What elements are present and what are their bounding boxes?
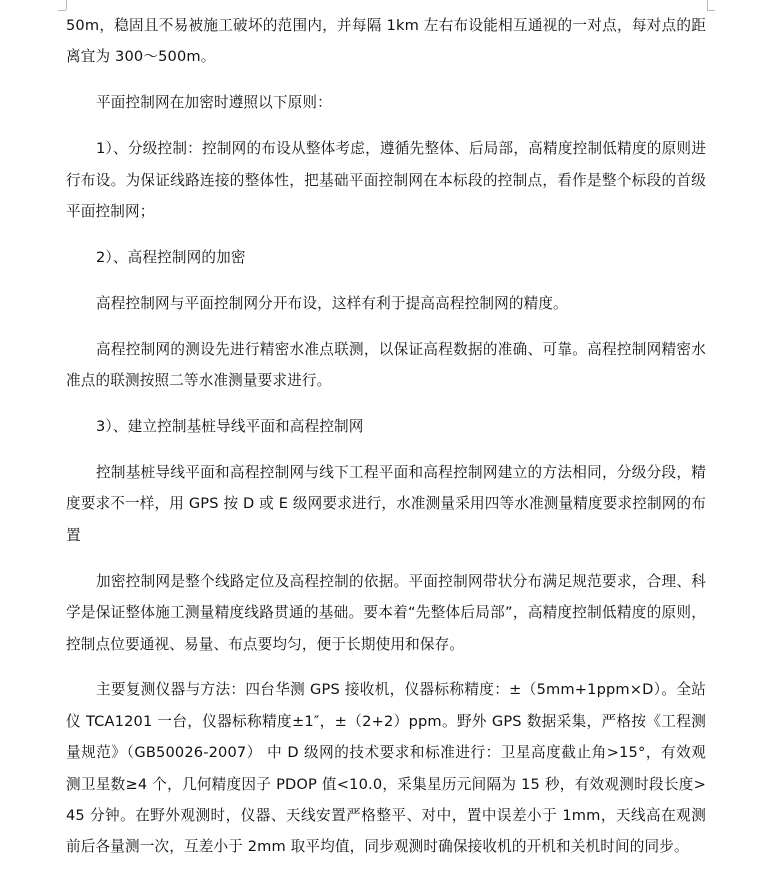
page-bottom-cutoff [0,872,777,882]
page-corner-mark-left-horizontal [58,10,66,11]
document-body [66,10,706,877]
heading-control-pile-network: 3）、建立控制基桩导线平面和高程控制网 [96,418,364,436]
page-corner-mark-right [707,0,708,10]
paragraph-densification-principles: 平面控制网在加密时遵照以下原则： [96,94,332,112]
paragraph-graded-control: 1）、分级控制：控制网的布设从整体考虑，遵循先整体、后局部，高精度控制低精度的原则进行布设。为保证线路连接的整体性，把基础平面控制网在本标段的控制点，看作是整个标段的首级平面控制网； [66,140,706,221]
heading-elevation-densification: 2）、高程控制网的加密 [96,248,246,266]
paragraph-control-pile-method: 控制基桩导线平面和高程控制网与线下工程平面和高程控制网建立的方法相同，分级分段，精度要求不一样，用 GPS 按 D 或 E 级网要求进行，水准测量采用四等水准测量精度要求控制网的布置 [66,463,706,544]
paragraph-instruments-and-method: 主要复测仪器与方法：四台华测 GPS 接收机，仪器标称精度：±（5mm+1ppm×D）。全站仪 TCA1201 一台，仪器标称精度±1″，±（2+2）ppm。野外 GPS 数据采集，严格按《工程测量规范》（GB50026-2007） 中 D 级网的技术要求和标准进行：卫星高度截止角>15°，有效观测卫星数≥4 个，几何精度因子 PDOP 值<10.0，采集星历元间隔为 15 秒，有效观测时段长度>45 分钟。在野外观测时，仪器、天线安置严格整平、对中，置中误差小于 1mm，天线高在观测前后各量测一次，互差小于 2mm 取平均值，同步观测时确保接收机的开机和关机时间的同步。 [66,681,706,856]
page-corner-mark-left [66,0,67,10]
paragraph-densified-network-basis: 加密控制网是整个线路定位及高程控制的依据。平面控制网带状分布满足规范要求，合理、科学是保证整体施工测量精度线路贯通的基础。要本着“先整体后局部”，高精度控制低精度的原则，控制点位要通视、易量、布点要均匀，便于长期使用和保存。 [66,572,706,653]
paragraph-precise-leveling: 高程控制网的测设先进行精密水准点联测，以保证高程数据的准确、可靠。高程控制网精密水准点的联测按照二等水准测量要求进行。 [66,340,706,390]
page-corner-mark-right-horizontal [707,10,715,11]
paragraph-control-point-spacing: 50m，稳固且不易被施工破坏的范围内，并每隔 1km 左右布设能相互通视的一对点，每对点的距离宜为 300～500m。 [66,17,706,66]
paragraph-separate-layout: 高程控制网与平面控制网分开布设，这样有利于提高高程控制网的精度。 [96,294,568,312]
